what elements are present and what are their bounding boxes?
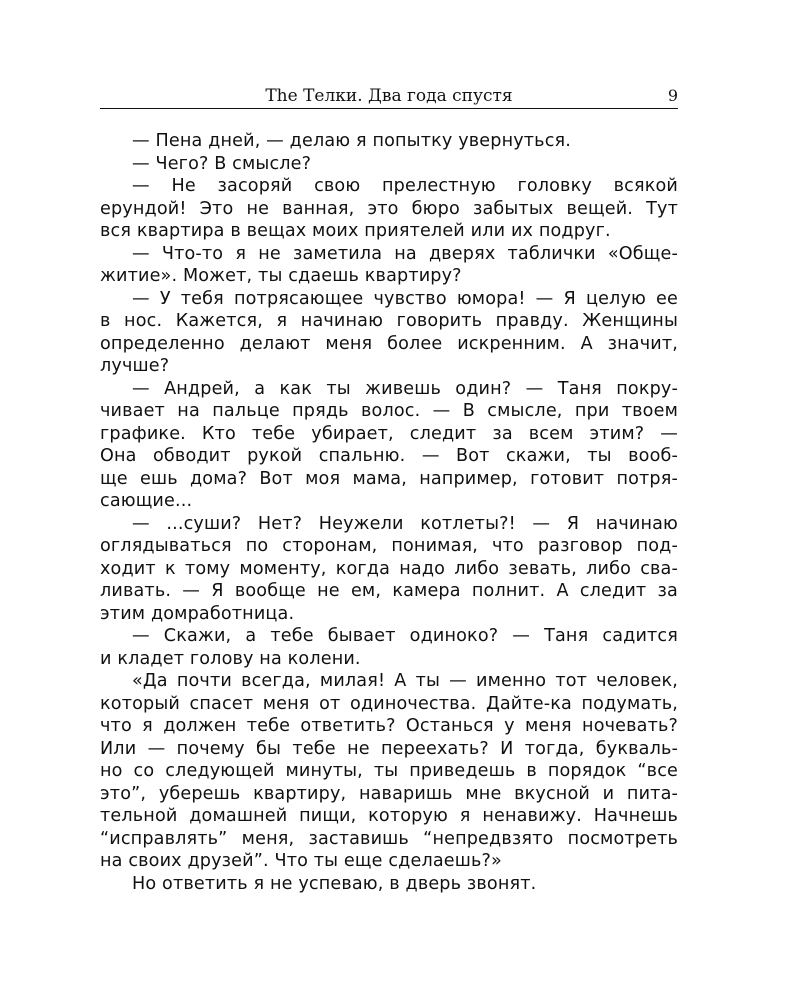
text-line: что я должен тебе ответить? Останься у меня ночевать? [100,716,678,736]
text-line: — У тебя потрясающее чувство юмора! — Я целую ее [132,288,678,309]
text-line: на своих друзей”. Что ты еще сделаешь?» [100,851,502,871]
text-line: Но ответить я не успеваю, в дверь звонят. [132,873,537,894]
running-title: The Телки. Два года спустя [265,86,513,106]
text-line: вся квартира в вещах моих приятелей или их подруг. [100,221,611,241]
running-header [100,86,678,108]
text-line: — Что-то я не заметила на дверях таблички «Обще- [132,243,678,264]
text-line: — Чего? В смысле? [132,153,312,174]
text-line: чивает на пальце прядь волос. — В смысле, при твоем [100,401,678,421]
text-line: этим домработница. [100,603,295,624]
text-line: лучше? [100,356,170,376]
text-line: тельной домашней пищи, которую я ненавижу. Начнешь [100,806,678,826]
text-line: — ...суши? Нет? Неужели котлеты?! — Я начинаю [132,513,678,534]
text-line: — Скажи, а тебе бывает одиноко? — Таня садится [132,626,678,646]
text-line: — Андрей, а как ты живешь один? — Таня покру- [132,378,678,399]
text-line: графике. Кто тебе убирает, следит за всем этим? — [100,423,678,444]
text-line: Или — почему бы тебе не переехать? И тогда, букваль- [100,738,678,759]
text-line: в нос. Кажется, я начинаю говорить правду. Женщины [100,311,678,331]
text-line: но со следующей минуты, ты приведешь в порядок “все [100,761,678,781]
text-line: который спасет меня от одиночества. Дайте-ка подумать, [100,693,678,714]
header-rule [100,108,678,109]
text-line: ходит к тому моменту, когда надо либо зевать, либо сва- [100,558,678,579]
text-line: — Пена дней, — делаю я попытку увернуться. [132,131,572,151]
text-line: «Да почти всегда, милая! А ты — именно тот человек, [132,671,678,691]
text-line: ерундой! Это не ванная, это бюро забытых вещей. Тут [100,198,678,219]
text-line: — Не засоряй свою прелестную головку всякой [132,176,678,196]
page-number: 9 [667,86,678,105]
text-line: это”, уберешь квартиру, наваришь мне вкусной и пита- [100,783,678,804]
text-line: Она обводит рукой спальню. — Вот скажи, ты вооб- [100,446,678,466]
text-line: определенно делают меня более искренним. А значит, [100,333,678,354]
text-line: оглядываться по сторонам, понимая, что разговор под- [100,536,678,556]
text-line: и кладет голову на колени. [100,648,361,669]
text-line: сающие... [100,491,193,511]
text-line: “исправлять” меня, заставишь “непредвзято посмотреть [100,828,678,849]
text-line: ливать. — Я вообще не ем, камера полнит. А следит за [100,581,678,601]
body-text [100,130,678,895]
text-line: житие». Может, ты сдаешь квартиру? [100,266,462,286]
text-line: ще ешь дома? Вот моя мама, например, готовит потря- [100,468,678,489]
